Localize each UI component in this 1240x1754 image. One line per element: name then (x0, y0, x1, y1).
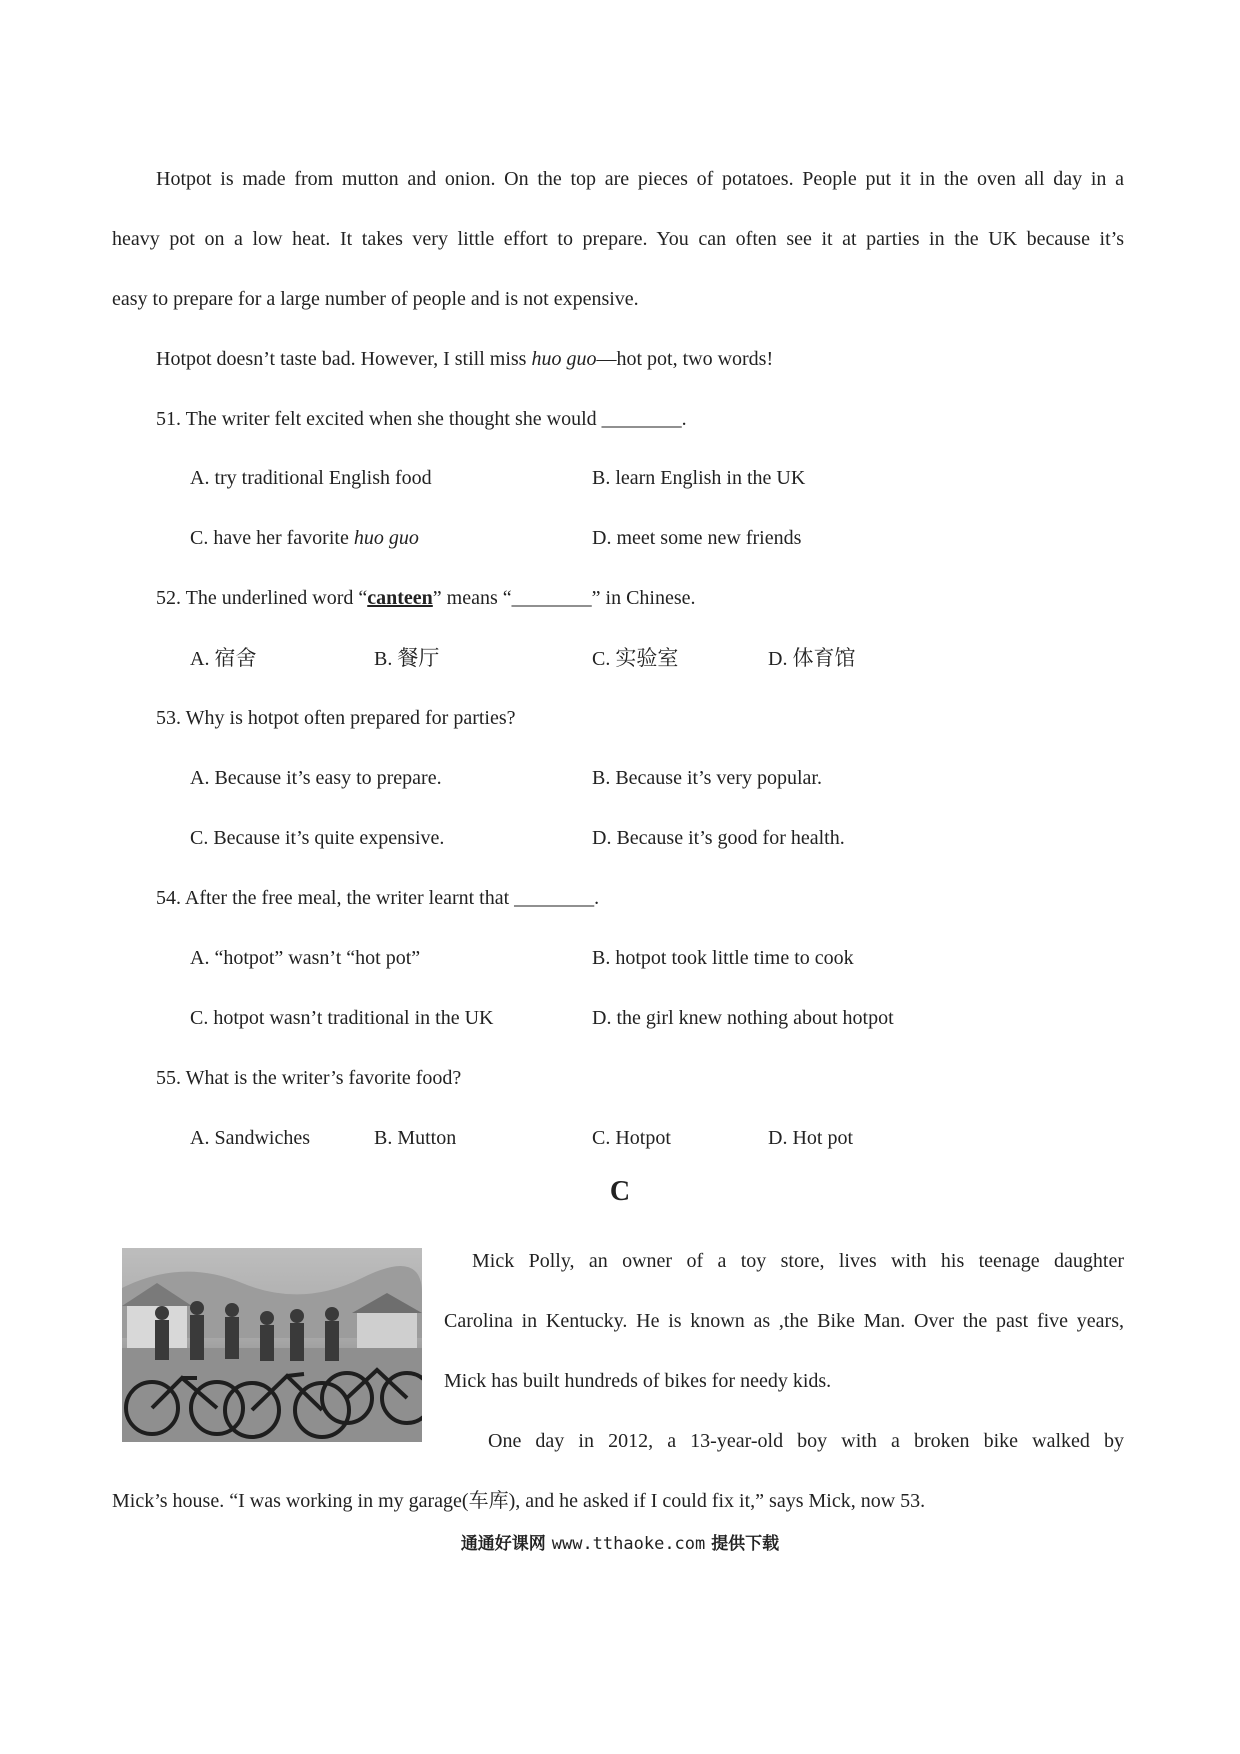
question-54-stem: 54. After the free meal, the writer learnt that ________. (156, 887, 600, 909)
q53-option-d: D. Because it’s good for health. (592, 827, 845, 849)
footer-suffix: 提供下载 (711, 1534, 780, 1554)
footer-url[interactable]: www.tthaoke.com (551, 1534, 706, 1554)
q52-option-a-text: 宿舍 (214, 646, 257, 670)
q52-underlined-word: canteen (367, 587, 433, 609)
passage-b-line-1: Hotpot is made from mutton and onion. On the top are pieces of potatoes. People put it in the oven all day in a (156, 168, 1124, 190)
q51-option-c (190, 523, 419, 553)
q53-option-a: A. Because it’s easy to prepare. (190, 767, 442, 789)
q51-option-c-text: C. have her favorite (190, 527, 354, 549)
q51-option-d: D. meet some new friends (592, 527, 802, 549)
q52-option-c-text: 实验室 (615, 646, 679, 670)
bikes-photo (122, 1248, 422, 1442)
q52-stem-before: 52. The underlined word “ (156, 587, 368, 609)
section-c-line-5: Mick’s house. “I was working in my garage(车库), and he asked if I could fix it,” says Mick, now 53. (112, 1490, 926, 1512)
q55-option-b: B. Mutton (374, 1127, 457, 1149)
section-c-line-2: Carolina in Kentucky. He is known as ,the Bike Man. Over the past five years, (444, 1310, 1124, 1332)
passage-b-paragraph-2 (156, 344, 1124, 374)
q52-option-a (190, 643, 256, 674)
passage-b-line-3: easy to prepare for a large number of people and is not expensive. (112, 288, 639, 310)
q52-option-c-letter: C. (592, 648, 611, 670)
q55-option-d: D. Hot pot (768, 1127, 853, 1149)
section-c-line-3: Mick has built hundreds of bikes for needy kids. (444, 1370, 832, 1392)
q55-option-c: C. Hotpot (592, 1127, 671, 1149)
section-c-heading: C (609, 1176, 631, 1207)
q52-option-b-letter: B. (374, 648, 393, 670)
q54-option-a: A. “hotpot” wasn’t “hot pot” (190, 947, 421, 969)
q52-option-d (768, 643, 855, 674)
q51-option-c-italic: huo guo (353, 527, 419, 549)
question-55-stem: 55. What is the writer’s favorite food? (156, 1067, 462, 1089)
q52-option-b-text: 餐厅 (397, 646, 440, 670)
q52-stem-after: ” means “________” in Chinese. (432, 587, 696, 609)
q52-option-d-letter: D. (768, 648, 788, 670)
bikes-photo-illustration (122, 1248, 422, 1442)
q51-option-a: A. try traditional English food (190, 467, 432, 489)
q52-option-b (374, 643, 439, 674)
passage-b-line-2: heavy pot on a low heat. It takes very little effort to prepare. You can often see it at parties in the UK because it’s (112, 228, 1124, 250)
q51-option-b: B. learn English in the UK (592, 467, 806, 489)
p2-text-before: Hotpot doesn’t taste bad. However, I still miss (156, 348, 532, 370)
q52-option-d-text: 体育馆 (792, 646, 856, 670)
footer-site-name: 通通好课网 (460, 1534, 546, 1554)
p2-text-after: —hot pot, two words! (596, 348, 774, 370)
q54-option-d: D. the girl knew nothing about hotpot (592, 1007, 894, 1029)
download-footer (0, 1529, 1240, 1554)
q53-option-c: C. Because it’s quite expensive. (190, 827, 445, 849)
q54-option-b: B. hotpot took little time to cook (592, 947, 854, 969)
q52-option-c (592, 643, 678, 674)
q54-option-c: C. hotpot wasn’t traditional in the UK (190, 1007, 494, 1029)
section-c-line-4: One day in 2012, a 13-year-old boy with a broken bike walked by (488, 1430, 1124, 1452)
question-52-stem (156, 583, 1124, 613)
q55-option-a: A. Sandwiches (190, 1127, 310, 1149)
q52-option-a-letter: A. (190, 648, 210, 670)
question-51-stem: 51. The writer felt excited when she thought she would ________. (156, 408, 687, 430)
section-c-line-1: Mick Polly, an owner of a toy store, lives with his teenage daughter (472, 1250, 1124, 1272)
q53-option-b: B. Because it’s very popular. (592, 767, 822, 789)
question-53-stem: 53. Why is hotpot often prepared for parties? (156, 707, 516, 729)
p2-italic-huo-guo: huo guo (531, 348, 597, 370)
